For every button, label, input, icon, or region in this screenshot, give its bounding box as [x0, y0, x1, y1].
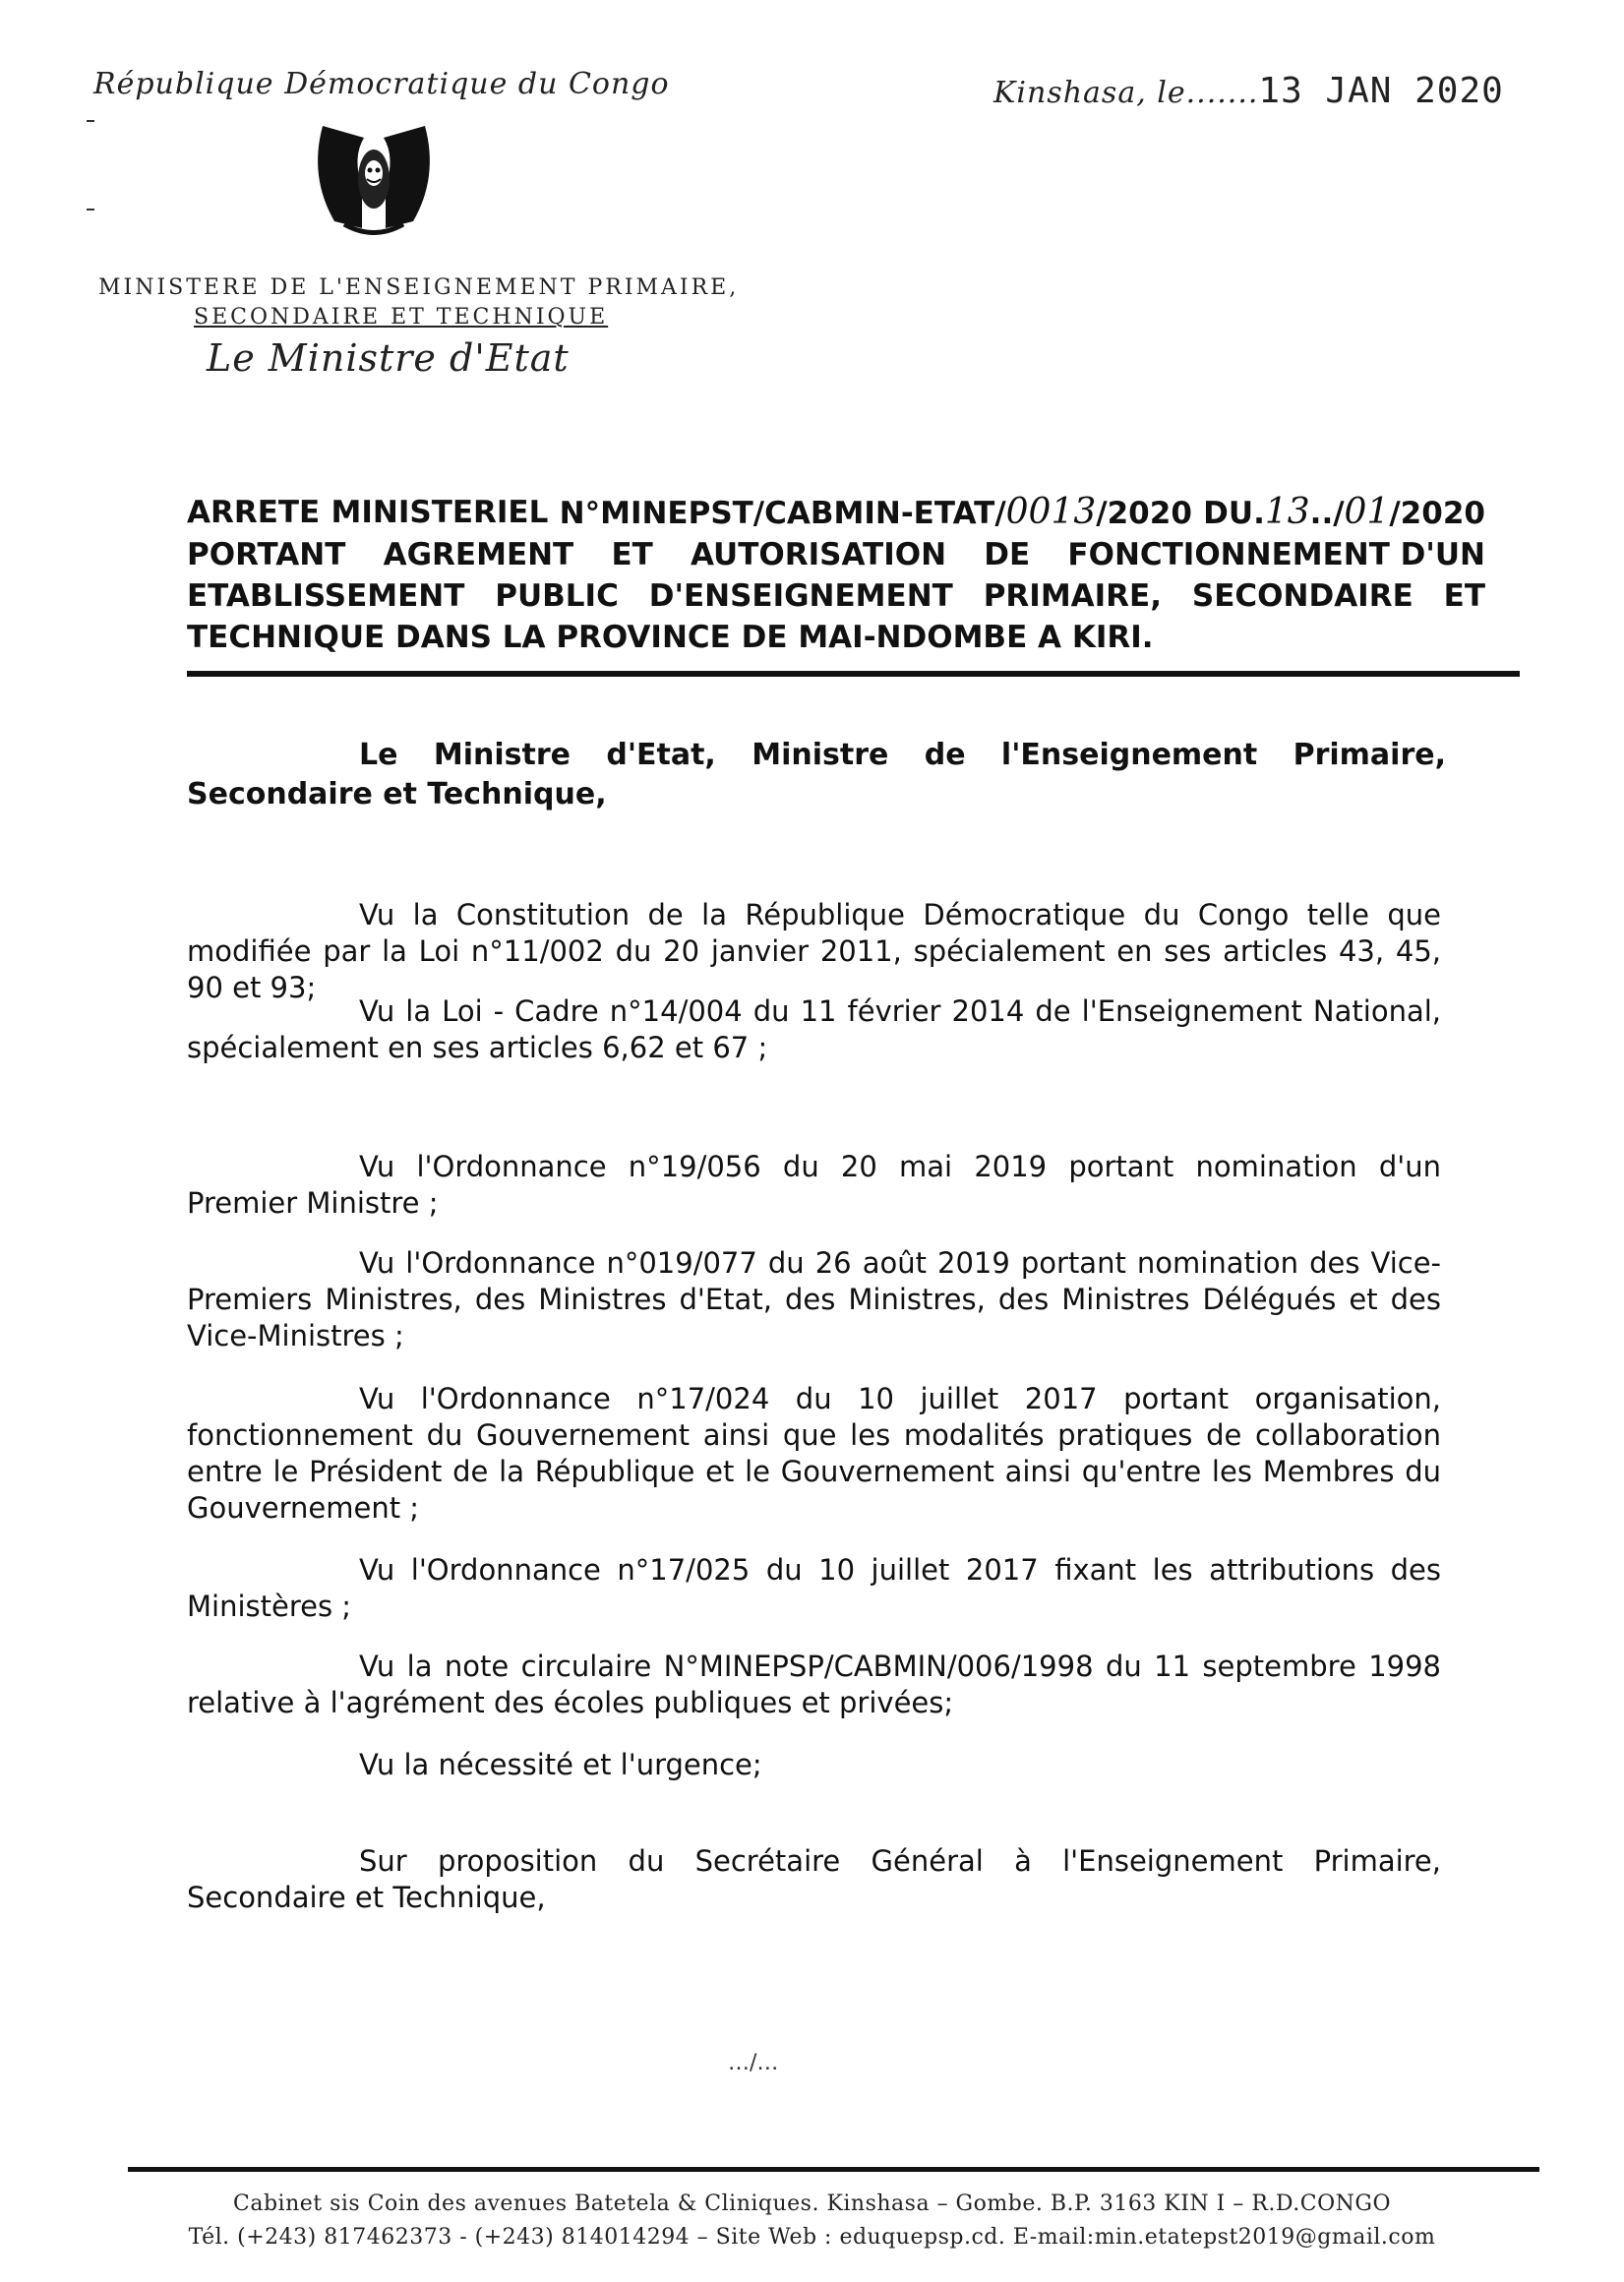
- title-line-1: ARRETE MINISTERIEL N°MINEPST/CABMIN-ETAT/0013/2020 DU.13../01/2020: [187, 492, 1485, 532]
- considerant-ordonnance-attributions: Vu l'Ordonnance n°17/025 du 10 juillet 2017 fixant les attributions des Ministères ;: [187, 1553, 1441, 1623]
- scan-mark: [87, 209, 94, 210]
- considerant-loi-cadre: Vu la Loi - Cadre n°14/004 du 11 février 2014 de l'Enseignement National, spécialement en ses articles 6,62 et 67 ;: [187, 994, 1441, 1064]
- handwritten-month: 01: [1344, 492, 1390, 532]
- header-country: République Démocratique du Congo: [93, 67, 670, 101]
- coat-of-arms-emblem: [305, 118, 443, 241]
- header-place-date: [993, 71, 1504, 111]
- footer-address: Cabinet sis Coin des avenues Batetela & Cliniques. Kinshasa – Gombe. B.P. 3163 KIN I – R.D.CONGO: [233, 2192, 1391, 2216]
- ministry-name-line2: SECONDAIRE ET TECHNIQUE: [194, 305, 609, 330]
- continuation-mark: …/…: [728, 2051, 779, 2075]
- title-line-2: PORTANT AGREMENT ET AUTORISATION DE FONCTIONNEMENT D'UN: [187, 537, 1485, 572]
- considerant-ordonnance-premier-ministre: Vu l'Ordonnance n°19/056 du 20 mai 2019 portant nomination d'un Premier Ministre ;: [187, 1150, 1441, 1220]
- handwritten-day: 13: [1264, 492, 1310, 532]
- header-place: Kinshasa, le.......: [993, 76, 1259, 110]
- title-line-3: ETABLISSEMENT PUBLIC D'ENSEIGNEMENT PRIMAIRE, SECONDAIRE ET: [187, 578, 1485, 614]
- sur-proposition: Sur proposition du Secrétaire Général à l'Enseignement Primaire, Secondaire et Technique,: [187, 1844, 1441, 1914]
- scan-mark: [87, 120, 94, 122]
- minister-title: Le Ministre d'Etat: [207, 336, 570, 380]
- handwritten-number: 0013: [1005, 492, 1097, 532]
- title-rule: [187, 671, 1520, 677]
- considerant-ordonnance-organisation: Vu l'Ordonnance n°17/024 du 10 juillet 2017 portant organisation, fonctionnement du Gouvernement ainsi que les modalités pratiques de collaboration entre le Président de la République et le Gouvernement ainsi qu'entre les Membres du Gouvernement ;: [187, 1382, 1441, 1525]
- ministry-name-line1: MINISTERE DE L'ENSEIGNEMENT PRIMAIRE,: [98, 275, 740, 300]
- footer-rule: [128, 2167, 1539, 2172]
- considerant-urgence: Vu la nécessité et l'urgence;: [359, 1748, 762, 1781]
- header-date-stamp: 13 JAN 2020: [1258, 71, 1504, 111]
- decree-title: [187, 492, 1485, 658]
- preamble: Le Ministre d'Etat, Ministre de l'Enseignement Primaire, Secondaire et Technique,: [187, 738, 1446, 811]
- considerant-constitution: Vu la Constitution de la République Démocratique du Congo telle que modifiée par la Loi n°11/002 du 20 janvier 2011, spécialement en ses articles 43, 45, 90 et 93;: [187, 898, 1441, 1004]
- considerant-ordonnance-ministres: Vu l'Ordonnance n°019/077 du 26 août 2019 portant nomination des Vice-Premiers Ministres, des Ministres d'Etat, des Ministres, des Ministres Délégués et des Vice-Ministres ;: [187, 1246, 1441, 1352]
- footer-contacts: Tél. (+243) 817462373 - (+243) 814014294 – Site Web : eduquepsp.cd. E-mail:min.etatepst2019@gmail.com: [188, 2225, 1436, 2250]
- title-line-4: TECHNIQUE DANS LA PROVINCE DE MAI-NDOMBE A KIRI.: [187, 620, 1154, 655]
- considerant-note-circulaire: Vu la note circulaire N°MINEPSP/CABMIN/006/1998 du 11 septembre 1998 relative à l'agrément des écoles publiques et privées;: [187, 1650, 1441, 1719]
